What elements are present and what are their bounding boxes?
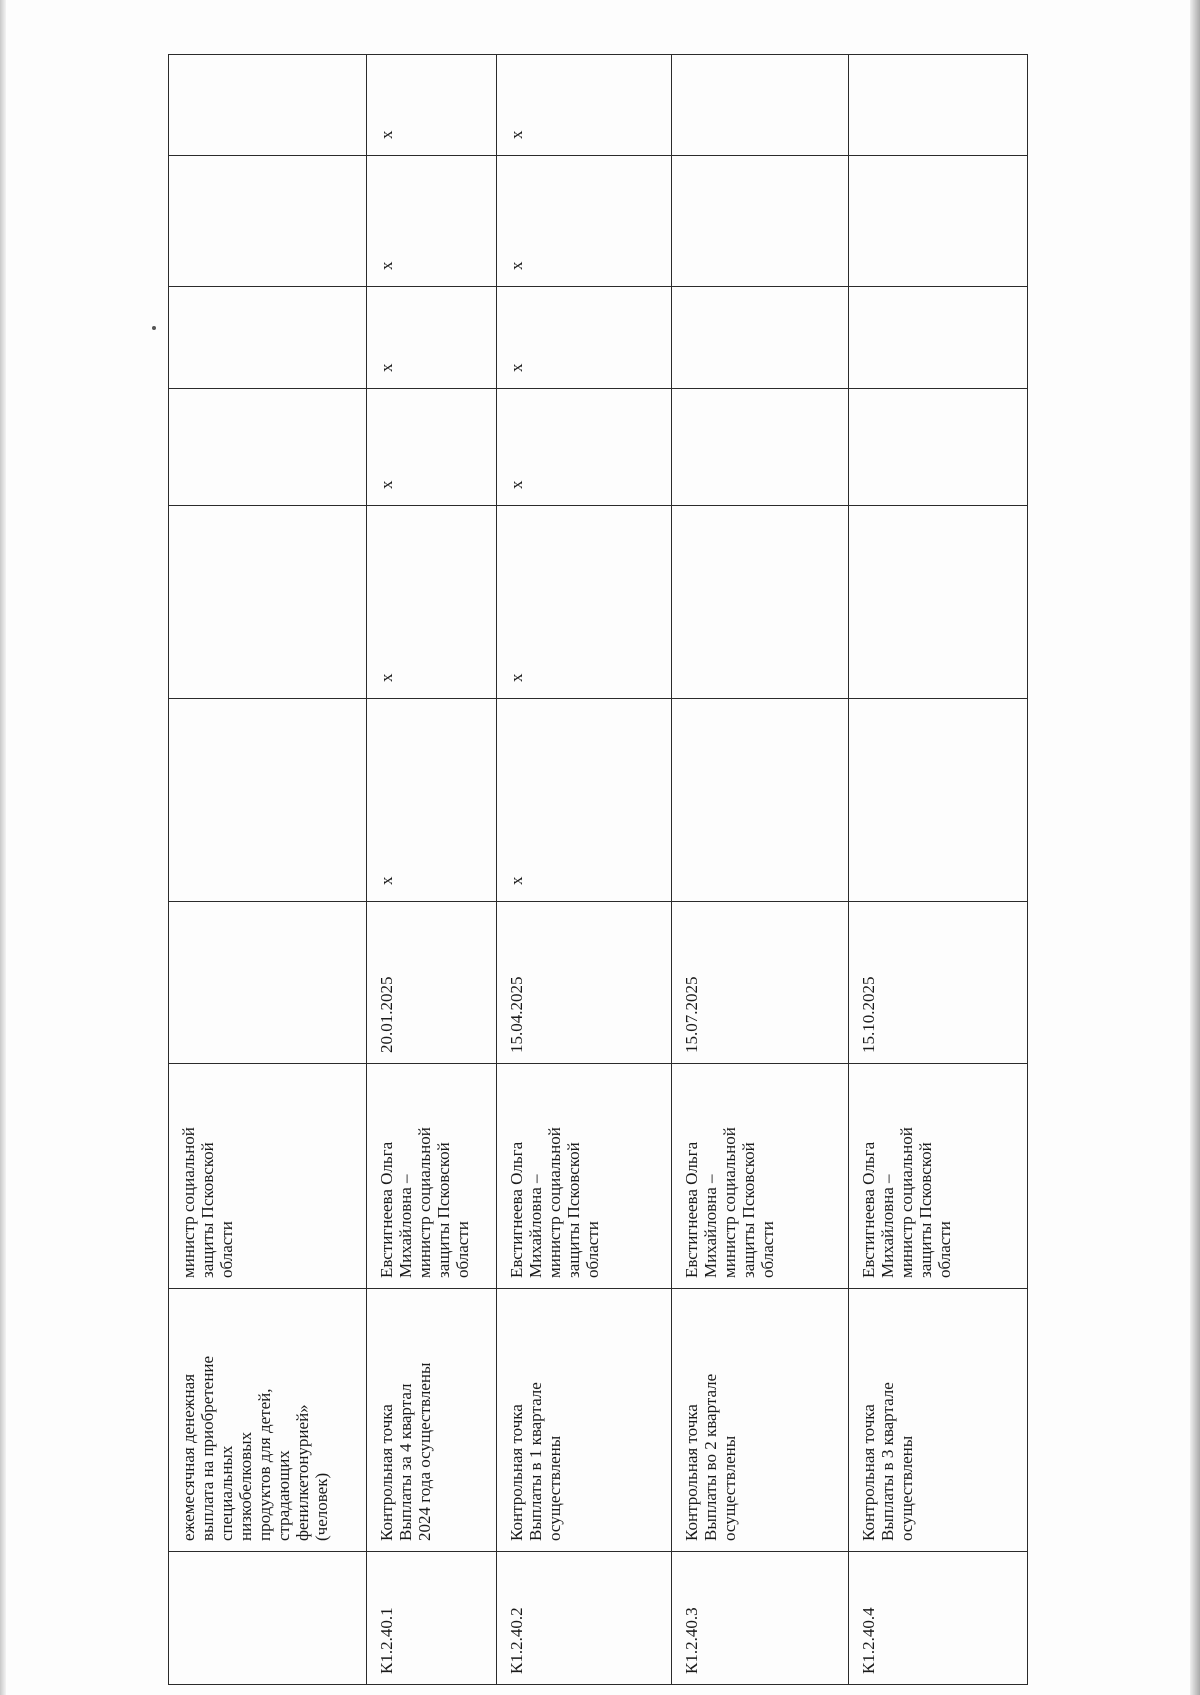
name-cell: Контрольная точка Выплаты в 3 квартале осуществлены	[848, 1289, 1027, 1552]
mark-cell	[848, 287, 1027, 389]
code-cell: К1.2.40.4	[848, 1552, 1027, 1685]
mark-cell	[672, 506, 849, 699]
mark-cell	[848, 156, 1027, 287]
date-cell: 15.07.2025	[672, 902, 849, 1064]
mark-cell	[672, 389, 849, 506]
mark-cell	[672, 156, 849, 287]
table-row	[169, 55, 367, 1685]
control-points-table	[168, 54, 1028, 1685]
table-row	[848, 55, 1027, 1685]
responsible-cell: Евстигнеева Ольга Михайловна – министр социальной защиты Псковской области	[672, 1064, 849, 1289]
mark-cell: х	[366, 389, 497, 506]
mark-cell: х	[497, 55, 672, 156]
mark-cell: х	[497, 287, 672, 389]
mark-cell	[169, 55, 367, 156]
mark-cell: х	[497, 506, 672, 699]
mark-cell	[848, 389, 1027, 506]
responsible-cell: министр социальной защиты Псковской области	[169, 1064, 367, 1289]
mark-cell	[169, 287, 367, 389]
mark-cell: х	[366, 287, 497, 389]
date-cell: 15.10.2025	[848, 902, 1027, 1064]
code-cell: К1.2.40.3	[672, 1552, 849, 1685]
date-cell: 20.01.2025	[366, 902, 497, 1064]
code-cell	[169, 1552, 367, 1685]
mark-cell	[169, 506, 367, 699]
mark-cell	[848, 55, 1027, 156]
responsible-cell: Евстигнеева Ольга Михайловна – министр социальной защиты Псковской области	[497, 1064, 672, 1289]
table-row	[366, 55, 497, 1685]
mark-cell	[848, 506, 1027, 699]
code-cell: К1.2.40.2	[497, 1552, 672, 1685]
name-cell: Контрольная точка Выплаты во 2 квартале осуществлены	[672, 1289, 849, 1552]
rotated-table-wrapper	[168, 55, 1028, 1685]
mark-cell: х	[497, 156, 672, 287]
mark-cell	[169, 389, 367, 506]
date-cell: 15.04.2025	[497, 902, 672, 1064]
name-cell: Контрольная точка Выплаты за 4 квартал 2024 года осуществлены	[366, 1289, 497, 1552]
mark-cell	[848, 699, 1027, 902]
mark-cell: х	[366, 55, 497, 156]
name-cell: Контрольная точка Выплаты в 1 квартале осуществлены	[497, 1289, 672, 1552]
mark-cell: х	[366, 506, 497, 699]
table-row	[497, 55, 672, 1685]
mark-cell: х	[497, 389, 672, 506]
scan-edge-left	[0, 0, 6, 1695]
date-cell	[169, 902, 367, 1064]
scan-edge-right	[1190, 0, 1200, 1695]
scan-speck	[152, 326, 156, 330]
code-cell: К1.2.40.1	[366, 1552, 497, 1685]
mark-cell: х	[366, 156, 497, 287]
mark-cell	[672, 287, 849, 389]
table-row	[672, 55, 849, 1685]
mark-cell: х	[366, 699, 497, 902]
name-cell: ежемесячная денежная выплата на приобретение специальных низкобелковых продуктов для детей, страдающих фенилкетонурией» (человек)	[169, 1289, 367, 1552]
mark-cell	[169, 699, 367, 902]
mark-cell	[672, 699, 849, 902]
mark-cell	[169, 156, 367, 287]
mark-cell	[672, 55, 849, 156]
responsible-cell: Евстигнеева Ольга Михайловна – министр социальной защиты Псковской области	[848, 1064, 1027, 1289]
mark-cell: х	[497, 699, 672, 902]
responsible-cell: Евстигнеева Ольга Михайловна – министр социальной защиты Псковской области	[366, 1064, 497, 1289]
